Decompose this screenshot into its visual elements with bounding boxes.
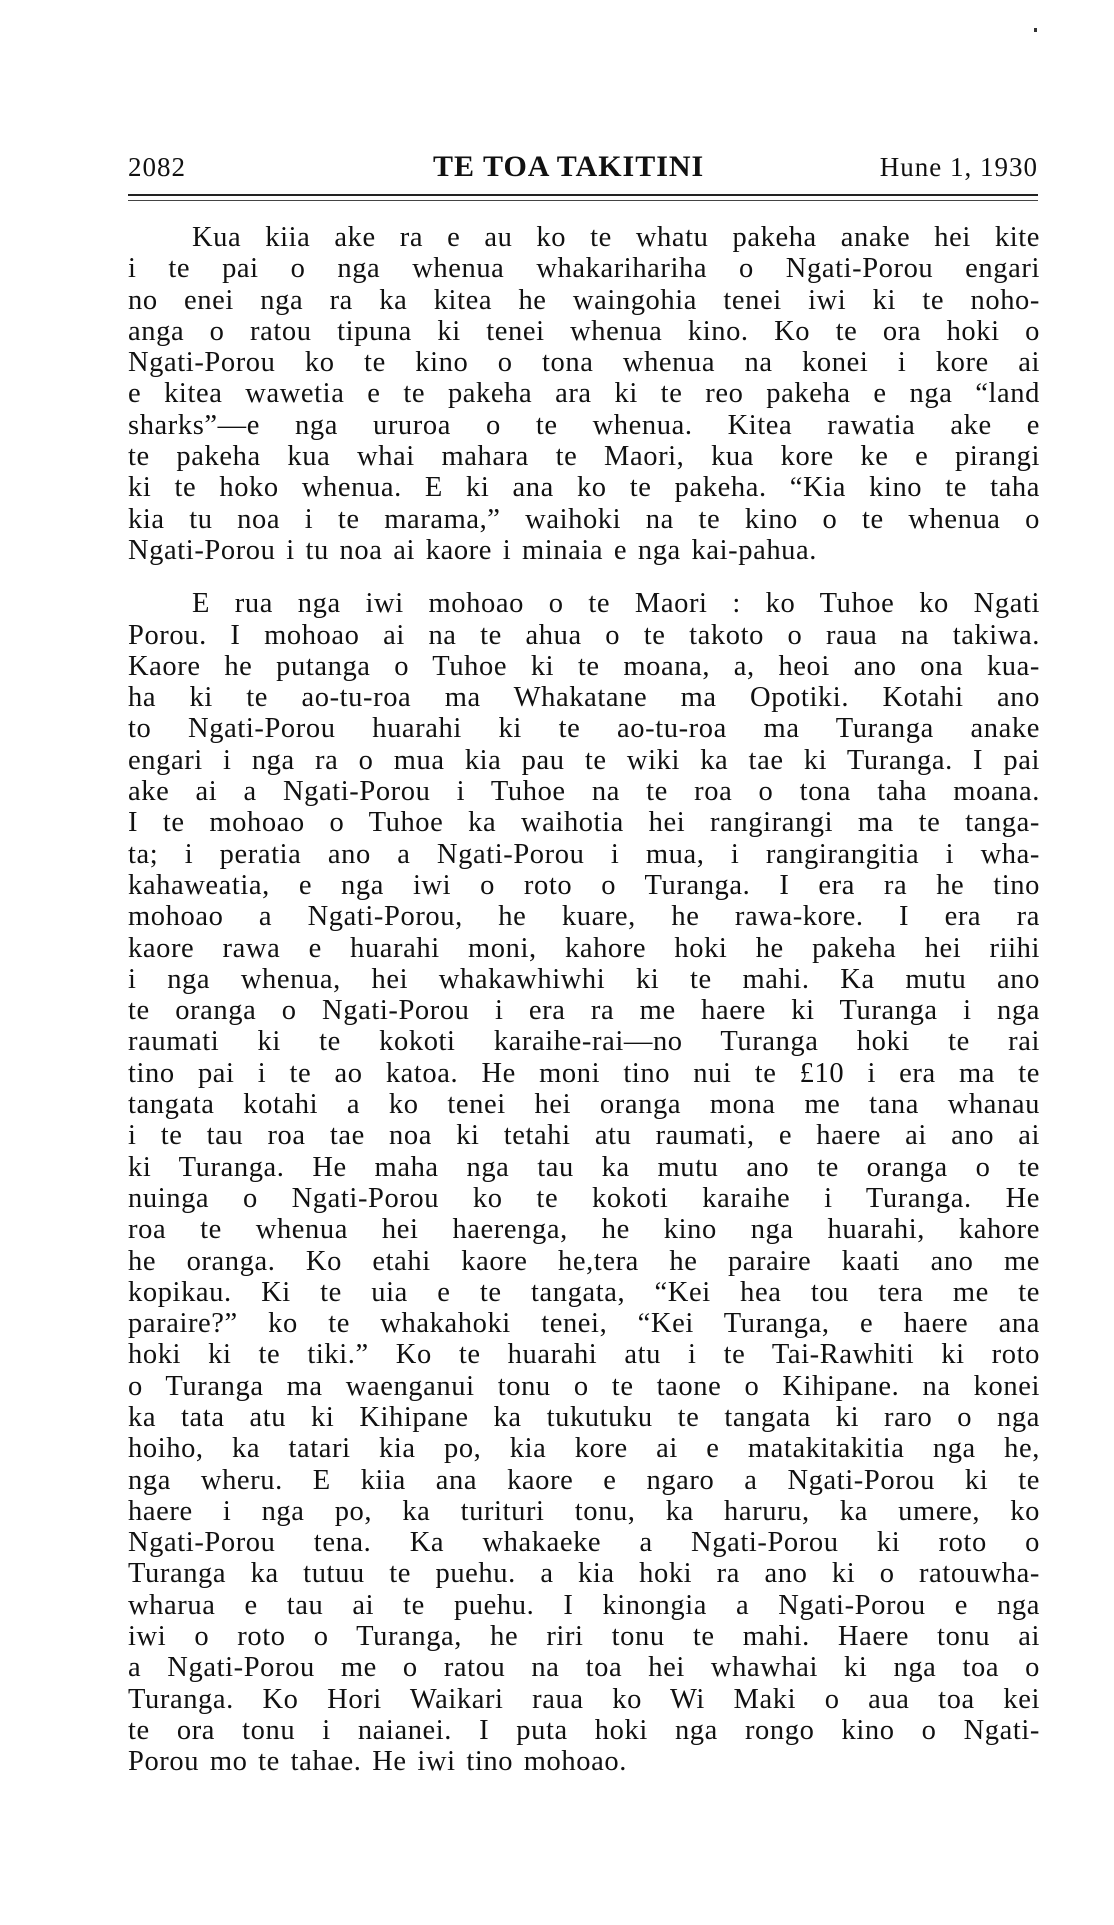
text-line: nga wheru. E kiia ana kaore e ngaro a Ngati-Porou ki te — [128, 1464, 1040, 1496]
text-line: E rua nga iwi mohoao o te Maori : ko Tuhoe ko Ngati — [192, 588, 1040, 620]
scan-speck — [1034, 28, 1037, 32]
text-line: nuinga o Ngati-Porou ko te kokoti karaihe i Turanga. He — [128, 1182, 1040, 1214]
text-line: hoki ki te tiki.” Ko te huarahi atu i te Tai-Rawhiti ki roto — [128, 1339, 1040, 1371]
text-line: kia tu noa i te marama,” waihoki na te kino o te whenua o — [128, 503, 1040, 535]
text-line: haere i nga po, ka turituri tonu, ka haruru, ka umere, ko — [128, 1495, 1040, 1527]
text-line: Porou. I mohoao ai na te ahua o te takoto o raua na takiwa. — [128, 619, 1040, 651]
text-line: a Ngati-Porou me o ratou na toa hei whawhai ki nga toa o — [128, 1652, 1040, 1684]
page-number: 2082 — [128, 152, 186, 182]
text-line: anga o ratou tipuna ki tenei whenua kino. Ko te ora hoki o — [128, 315, 1040, 347]
text-line: I te mohoao o Tuhoe ka waihotia hei rangirangi ma te tanga- — [128, 807, 1040, 839]
text-line: kopikau. Ki te uia e te tangata, “Kei hea tou tera me te — [128, 1276, 1040, 1308]
text-line: hoiho, ka tatari kia po, kia kore ai e matakitakitia nga he, — [128, 1433, 1040, 1465]
issue-date: Hune 1, 1930 — [879, 152, 1038, 182]
text-line: no enei nga ra ka kitea he waingohia tenei iwi ki te noho- — [128, 284, 1040, 316]
text-line: to Ngati-Porou huarahi ki te ao-tu-roa ma Turanga anake — [128, 713, 1040, 745]
text-line: i nga whenua, hei whakawhiwhi ki te mahi. Ka mutu ano — [128, 963, 1040, 995]
text-line: te oranga o Ngati-Porou i era ra me haere ki Turanga i nga — [128, 995, 1040, 1027]
text-line: ta; i peratia ano a Ngati-Porou i mua, i rangirangitia i wha- — [128, 838, 1040, 870]
header-rule — [128, 194, 1038, 196]
text-line: tangata kotahi a ko tenei hei oranga mona me tana whanau — [128, 1089, 1040, 1121]
text-line: i te tau roa tae noa ki tetahi atu raumati, e haere ai ano ai — [128, 1120, 1040, 1152]
text-line: kahaweatia, e nga iwi o roto o Turanga. I era ra he tino — [128, 869, 1040, 901]
text-line: Turanga ka tutuu te puehu. a kia hoki ra ano ki o ratouwha- — [128, 1558, 1040, 1590]
running-header — [128, 152, 1038, 200]
text-line: he oranga. Ko etahi kaore he,tera he paraire kaati ano me — [128, 1245, 1040, 1277]
text-line: engari i nga ra o mua kia pau te wiki ka tae ki Turanga. I pai — [128, 744, 1040, 776]
text-line: ka tata atu ki Kihipane ka tukutuku te tangata ki raro o nga — [128, 1401, 1040, 1433]
text-line: Kua kiia ake ra e au ko te whatu pakeha anake hei kite — [192, 222, 1040, 253]
text-line: i te pai o nga whenua whakarihariha o Ngati-Porou engari — [128, 253, 1040, 285]
text-line: e kitea wawetia e te pakeha ara ki te reo pakeha e nga “land — [128, 378, 1040, 410]
text-line: mohoao a Ngati-Porou, he kuare, he rawa-kore. I era ra — [128, 901, 1040, 933]
text-line: roa te whenua hei haerenga, he kino nga huarahi, kahore — [128, 1214, 1040, 1246]
text-line: ki te hoko whenua. E ki ana ko te pakeha. “Kia kino te taha — [128, 472, 1040, 504]
text-line: te pakeha kua whai mahara te Maori, kua kore ke e pirangi — [128, 441, 1040, 473]
text-line: Turanga. Ko Hori Waikari raua ko Wi Maki o aua toa kei — [128, 1683, 1040, 1715]
text-line: ake ai a Ngati-Porou i Tuhoe na te roa o tona taha moana. — [128, 776, 1040, 808]
text-line: wharua e tau ai te puehu. I kinongia a Ngati-Porou e nga — [128, 1589, 1040, 1621]
header-rule-thin — [128, 200, 1038, 201]
text-line: paraire?” ko te whakahoki tenei, “Kei Turanga, e haere ana — [128, 1308, 1040, 1340]
text-line: ki Turanga. He maha nga tau ka mutu ano te oranga o te — [128, 1151, 1040, 1183]
text-line: kaore rawa e huarahi moni, kahore hoki he pakeha hei riihi — [128, 932, 1040, 964]
paragraph — [128, 588, 1040, 1777]
text-line: Ngati-Porou tena. Ka whakaeke a Ngati-Porou ki roto o — [128, 1527, 1040, 1559]
text-line: te ora tonu i naianei. I puta hoki nga rongo kino o Ngati- — [128, 1714, 1040, 1746]
text-line: tino pai i te ao katoa. He moni tino nui te £10 i era ma te — [128, 1057, 1040, 1089]
article-body — [128, 222, 1040, 1778]
text-line: Ngati-Porou ko te kino o tona whenua na konei i kore ai — [128, 347, 1040, 379]
text-line: ha ki te ao-tu-roa ma Whakatane ma Opotiki. Kotahi ano — [128, 682, 1040, 714]
text-line: iwi o roto o Turanga, he riri tonu te mahi. Haere tonu ai — [128, 1621, 1040, 1653]
journal-title: TE TOA TAKITINI — [433, 150, 705, 183]
text-line: sharks”—e nga ururoa o te whenua. Kitea rawatia ake e — [128, 409, 1040, 441]
text-line: o Turanga ma waenganui tonu o te taone o Kihipane. na konei — [128, 1370, 1040, 1402]
paragraph — [128, 222, 1040, 566]
text-line: Porou mo te tahae. He iwi tino mohoao. — [128, 1746, 627, 1778]
text-line: Ngati-Porou i tu noa ai kaore i minaia e nga kai-pahua. — [128, 534, 817, 566]
text-line: raumati ki te kokoti karaihe-rai—no Turanga hoki te rai — [128, 1026, 1040, 1058]
text-line: Kaore he putanga o Tuhoe ki te moana, a, heoi ano ona kua- — [128, 650, 1040, 682]
